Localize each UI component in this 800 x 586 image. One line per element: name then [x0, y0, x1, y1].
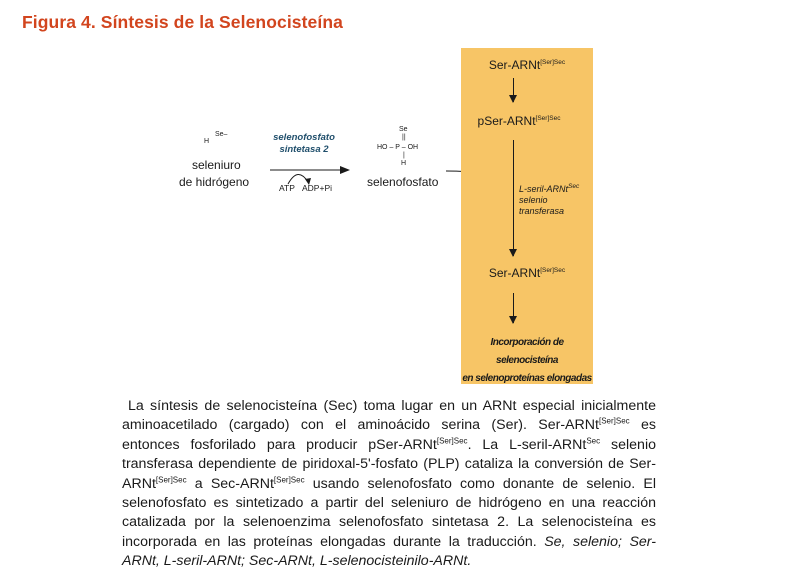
selenophosphate-label: selenofosfato: [367, 175, 439, 189]
final-incorporation: [461, 334, 593, 388]
step-sec-trna: Ser-ARNt$^{[Ser]Sec}$: [488, 266, 566, 280]
selenophosphate-bond: |: [403, 152, 405, 159]
arrow-3: [513, 293, 514, 323]
selenophosphate-formula: HO – P – OH: [377, 144, 419, 151]
arrow-1: [513, 78, 514, 102]
enzyme-selenophosphate-synthetase: [262, 132, 346, 156]
hydrogen-selenide-label-2: de hidrógeno: [179, 175, 250, 189]
hydrogen-selenide-label: seleniuro: [192, 158, 241, 172]
figure-caption: La síntesis de selenocisteína (Sec) toma lugar en un ARNt especial inicialmente aminoacetilado (cargado) con el aminoácido serina (Ser). Ser-ARNt$^{[Ser]Sec}$ es entonces fosforilado para producir pSer-ARNt$^{[Ser]Sec}$. La L-seril-ARNt$^{Sec}$ selenio transferasa dependiente de piridoxal-5'-fosfato (PLP) cataliza la conversión de Ser-ARNt$^{[Ser]Sec}$ a Sec-ARNt$^{[Ser]Sec}$ usando selenofosfato como donante de selenio. El selenofosfato es sintetizado a partir del seleniuro de hidrógeno en una reacción catalizada por la selenoenzima selenofosfato sintetasa 2. La selenocisteína es incorporada en las proteínas elongadas durante la traducción. Se, selenio; Ser-ARNt, L-seril-ARNt; Sec-ARNt, L-selenocisteinilo-ARNt.: [122, 398, 657, 570]
final-line1: Incorporación de selenocisteína: [490, 337, 564, 366]
cofactor-atp: ATP: [279, 183, 295, 193]
final-line2: en selenoproteínas elongadas: [462, 373, 592, 384]
arrow-2: [513, 140, 514, 256]
h2se-se-atom: Se–: [215, 131, 228, 138]
figure-title: Figura 4. Síntesis de la Selenocisteína: [22, 12, 343, 32]
cofactor-adp: ADP+Pi: [302, 183, 332, 193]
selenophosphate-se: Se: [399, 126, 408, 133]
step-ser-trna: Ser-ARNt$^{[Ser]Sec}$: [488, 58, 566, 72]
step-pser-trna: pSer-ARNt$^{[Ser]Sec}$: [477, 114, 561, 128]
enzyme1-line1: selenofosfato: [273, 132, 335, 143]
enzyme-seryl-trna-selenium-transferase: L-seril-ARNt$^{Sec}$ selenio transferasa: [519, 183, 580, 216]
h2se-h-atom: H: [204, 138, 210, 145]
selenophosphate-double-bond: ||: [402, 134, 406, 141]
enzyme1-line2: sintetasa 2: [279, 144, 329, 155]
selenophosphate-h: H: [401, 160, 407, 167]
